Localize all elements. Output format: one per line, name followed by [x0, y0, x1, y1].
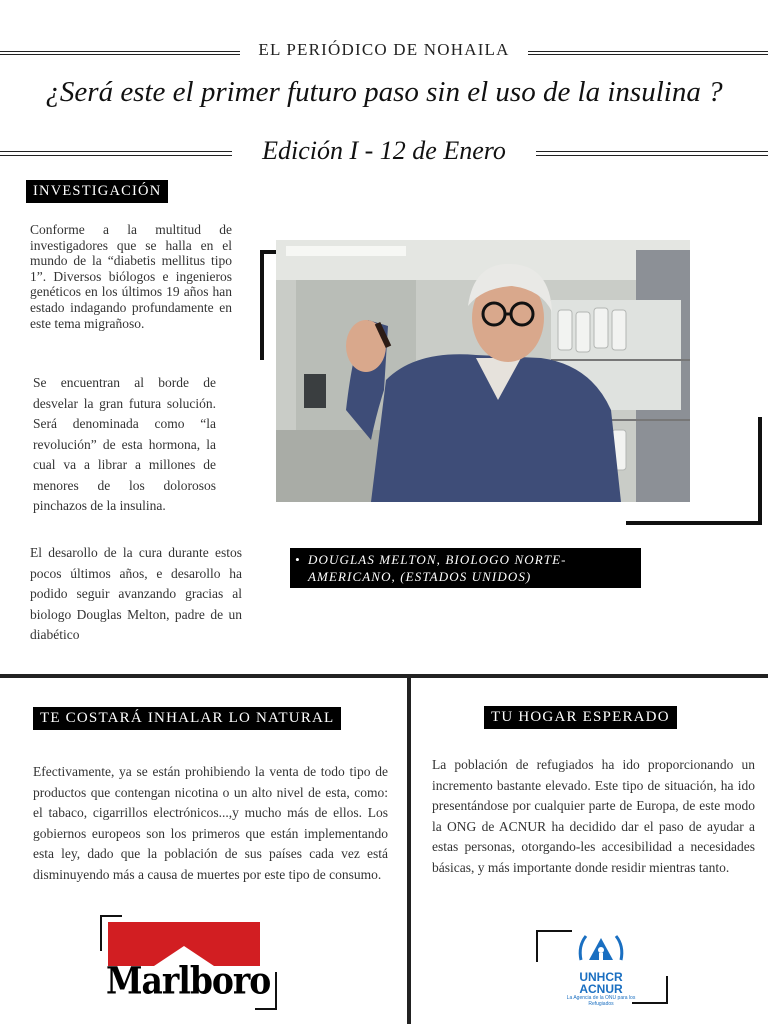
- section-label-hogar: TU HOGAR ESPERADO: [484, 706, 677, 729]
- marlboro-logo-text: Marlboro: [106, 958, 271, 1003]
- headline: ¿Será este el primer futuro paso sin el uso de la insulina ?: [45, 76, 723, 108]
- section-label-natural: TE COSTARÁ INHALAR LO NATURAL: [33, 707, 341, 730]
- douglas-melton-photo: [276, 240, 690, 502]
- section-divider-horizontal: [0, 674, 768, 678]
- investigacion-paragraph-1: Conforme a la multitud de investigadores que se halla en el mundo de la “diabetis mellitus tipo 1”. Diversos biólogos e ingenieros genéticos en los últimos 19 años han estado indagando profundamente en este tema migrañoso.: [30, 222, 232, 331]
- unhcr-emblem-icon: [576, 930, 626, 966]
- marlboro-logo: [106, 920, 271, 1006]
- hogar-paragraph: La población de refugiados ha ido proporcionando un incremento bastante elevado. Este tipo de situación, ha ido presentándose por cualquier parte de Europa, de este modo la ONG de ACNUR ha decidido dar el paso de ayudar a estas personas, otorgando-les accesibilidad a necesidades básicas, y más importante donde residir mientras tanto.: [432, 757, 755, 875]
- photo-caption: • DOUGLAS MELTON, BIOLOGO NORTE-AMERICANO, (ESTADOS UNIDOS): [290, 548, 641, 588]
- natural-paragraph: Efectivamente, ya se están prohibiendo la venta de todo tipo de productos que contengan nicotina o un alto nivel de esta, como: el tabaco, cigarrillos electrónicos...,y mucho más de ellos. Los gobiernos europeos son los primeros que están implementando esta ley, dado que la población de sus países cada vez está disminuyendo más a causa de muertes por este tipo de consumo.: [33, 764, 388, 882]
- section-divider-vertical: [407, 678, 411, 1024]
- investigacion-paragraph-2: Se encuentran al borde de desvelar la gran futura solución. Será denominada como “la revolución” de esta hormona, la cual va a librar a millones de menores de los dolorosos pinchazos de la insulina.: [33, 375, 216, 513]
- unhcr-frame-corner-bottom-right: [632, 976, 668, 1004]
- unhcr-logo-line1: UNHCR: [579, 970, 623, 984]
- investigacion-paragraph-3: El desarollo de la cura durante estos pocos últimos años, e desarollo ha podido seguir avanzando gracias al biologo Douglas Melton, padre de un diabético: [30, 545, 242, 642]
- masthead: EL PERIÓDICO DE NOHAILA: [0, 40, 768, 60]
- unhcr-logo-line2: ACNUR: [579, 982, 623, 996]
- section-label-investigacion: INVESTIGACIÓN: [26, 180, 168, 203]
- edition-line: Edición I - 12 de Enero: [0, 136, 768, 166]
- lab-scene-image: [276, 240, 690, 502]
- unhcr-logo-tagline: La Agencia de la ONU para los Refugiados: [566, 995, 636, 1007]
- unhcr-logo: [566, 930, 636, 1006]
- caption-bullet-icon: •: [295, 552, 301, 567]
